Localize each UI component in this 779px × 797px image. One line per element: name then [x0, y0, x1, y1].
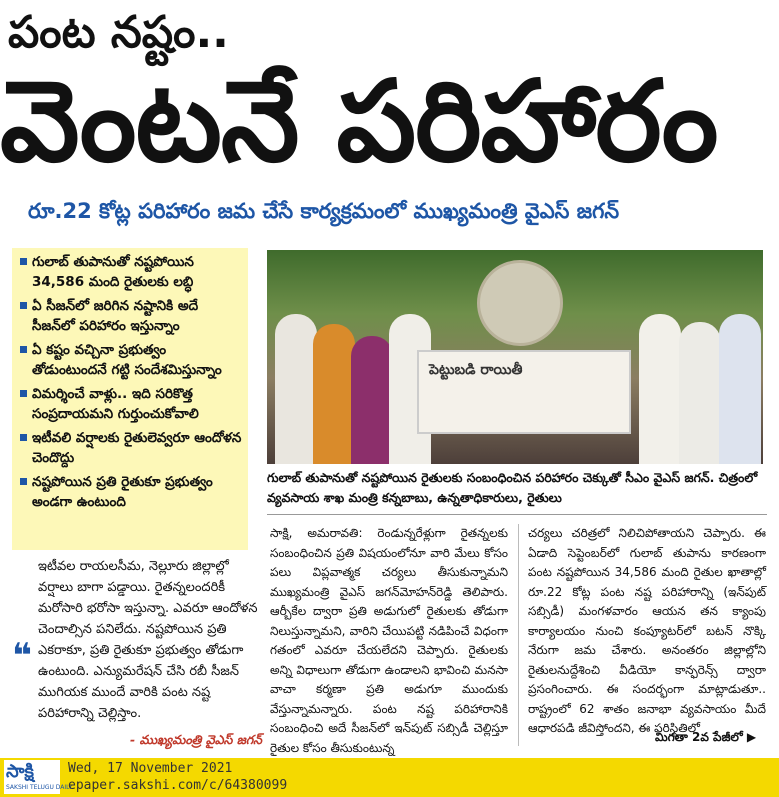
quote-text: ఇటీవల రాయలసీమ, నెల్లూరు జిల్లాల్లో వర్షాలు బాగా పడ్డాయి. రైతన్నలందరికీ మరోసారి భరోసా ఇస్తున్నా. ఎవరూ ఆందోళన చెందాల్సిన పనిలేదు. నష్టపోయిన ప్రతి ఎకరాకూ, ప్రతి రైతుకూ ప్రభుత్వం తోడుగా ఉంటుంది. ఎన్యుమరేషన్ చేసి రబీ సీజన్ ముగియక ముందే వారికి పంట నష్ట పరిహారాన్ని చెల్లిస్తాం.	[38, 559, 258, 721]
article-headline: వెంటనే పరిహారం	[0, 57, 718, 187]
continued-note: మిగతా 2వ పేజీలో ▶	[655, 730, 757, 744]
photo-person	[275, 314, 317, 464]
square-bullet-icon	[20, 478, 27, 485]
highlight-item: ఇటీవలి వర్షాలకు రైతులెవ్వరూ ఆందోళన చెందొద్దు	[20, 428, 242, 468]
highlight-item: ఏ సీజన్‌లో జరిగిన నష్టానికి అదే సీజన్‌లో పరిహారం ఇస్తున్నాం	[20, 296, 242, 336]
logo-subtitle: SAKSHI TELUGU DAILY	[6, 784, 73, 791]
footer-url[interactable]: epaper.sakshi.com/c/64380099	[68, 778, 288, 793]
column-divider	[518, 524, 519, 746]
footer-date: Wed, 17 November 2021	[68, 761, 233, 776]
logo-text: సాక్షి	[6, 761, 34, 782]
cheque-board	[417, 350, 631, 434]
quote-mark-icon: ❝	[12, 636, 32, 676]
highlight-item: నష్టపోయిన ప్రతి రైతుకూ ప్రభుత్వం అండగా ఉంటుంది	[20, 472, 242, 512]
quote-author: - ముఖ్యమంత్రి వైఎస్ జగన్	[130, 732, 262, 747]
square-bullet-icon	[20, 302, 27, 309]
news-photo	[267, 250, 763, 464]
body-column-2: చర్యలు చరిత్రలో నిలిచిపోతాయని చెప్పారు. ఈ ఏడాది సెప్టెంబర్‌లో గులాబ్ తుపాను కారణంగా పంట నష్టపోయిన 34,586 మంది రైతుల ఖాతాల్లో రూ.22 కోట్ల పంట నష్ట పరిహారాన్ని (ఇన్‌పుట్ సబ్సిడీ) మంగళవారం ఆయన తన క్యాంపు కార్యాలయం నుంచి కంప్యూటర్‌లో బటన్ నొక్కి నేరుగా జమ చేశారు. అనంతరం జిల్లాల్లోని రైతులనుద్దేశించి వీడియో కాన్ఫరెన్స్ ద్వారా ప్రసంగించారు. ఈ సందర్భంగా మాట్లాడుతూ.. రాష్ట్రంలో 62 శాతం జనాభా వ్యవసాయం మీదే ఆధారపడి జీవిస్తోందని, ఈ పరిస్థితిలో	[528, 526, 766, 735]
photo-caption: గులాబ్ తుపానుతో నష్టపోయిన రైతులకు సంబంధించిన పరిహారం చెక్కుతో సీఎం వైఎస్ జగన్. చిత్రంలో వ్యవసాయ శాఖ మంత్రి కన్నబాబు, ఉన్నతాధికారులు, రైతులు	[267, 470, 758, 505]
highlight-item: ఏ కష్టం వచ్చినా ప్రభుత్వం తోడుంటుందనే గట్టి సందేశమిస్తున్నాం	[20, 340, 242, 380]
photo-person	[679, 322, 721, 464]
caption-divider	[267, 514, 767, 515]
photo-person	[313, 324, 355, 464]
highlight-item: గులాబ్ తుపానుతో నష్టపోయిన 34,586 మంది రైతులకు లబ్ధి	[20, 252, 242, 292]
highlight-item: విమర్శించే వాళ్లు.. ఇది సరికొత్త సంప్రదాయమని గుర్తుంచుకోవాలి	[20, 384, 242, 424]
quote-box	[12, 556, 262, 747]
play-arrow-icon: ▶	[746, 730, 757, 744]
square-bullet-icon	[20, 434, 27, 441]
highlights-list	[12, 248, 248, 512]
highlights-box	[12, 248, 248, 550]
article-subheadline: రూ.22 కోట్ల పరిహారం జమ చేసే కార్యక్రమంలో ముఖ్యమంత్రి వైఎస్ జగన్	[28, 199, 620, 223]
square-bullet-icon	[20, 258, 27, 265]
photo-person	[719, 314, 761, 464]
square-bullet-icon	[20, 390, 27, 397]
footer-bar	[0, 758, 779, 797]
sakshi-logo[interactable]	[4, 760, 73, 794]
square-bullet-icon	[20, 346, 27, 353]
photo-person	[351, 336, 393, 464]
state-emblem-icon	[477, 260, 563, 346]
body-column-1: సాక్షి, అమరావతి: రెండున్నరేళ్లుగా రైతన్నలకు సంబంధించిన ప్రతి విషయంలోనూ వారి మేలు కోసం పలు విప్లవాత్మక చర్యలు తీసుకున్నామని ముఖ్యమంత్రి వైఎస్ జగన్‌మోహన్‌రెడ్డి తెలిపారు. ఆర్బీకేల ద్వారా ప్రతి అడుగులో రైతులకు తోడుగా నిలుస్తున్నామని, వారిని చేయిపట్టి నడిపించే విధంగా గతంలో ఎవరూ చేయలేదని చెప్పారు. రైతులకు అన్ని విధాలుగా తోడుగా ఉండాలని భావించి మనసా వాచా కర్మణా ప్రతి అడుగూ ముందుకు వేస్తున్నామన్నారు. పంట నష్ట పరిహారానికి సంబంధించి అదే సీజన్‌లో ఇన్‌పుట్ సబ్సిడీ చెల్లిస్తూ రైతుల కోసం తీసుకుంటున్న	[270, 526, 508, 755]
cheque-text: పెట్టుబడి రాయితీ	[429, 362, 523, 378]
photo-person	[639, 314, 681, 464]
article-kicker: పంట నష్టం..	[8, 7, 229, 58]
